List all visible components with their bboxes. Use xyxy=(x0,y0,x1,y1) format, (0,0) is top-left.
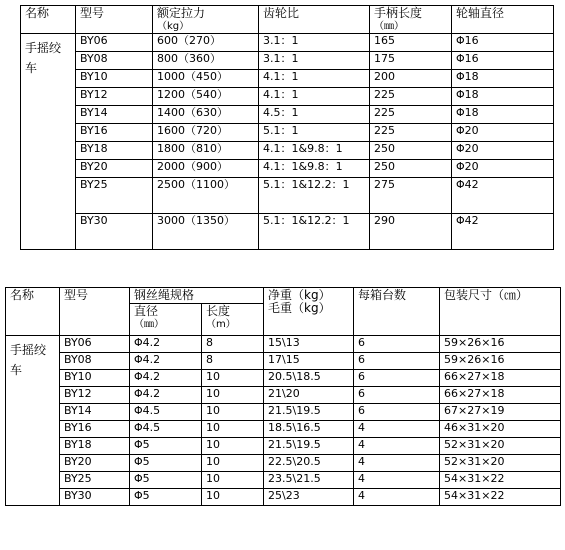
cell-package-size: 66×27×18 xyxy=(440,370,561,387)
cell-package-size: 59×26×16 xyxy=(440,353,561,370)
cell-per-box: 4 xyxy=(354,421,440,438)
cell-model: BY25 xyxy=(60,472,130,489)
cell-pull: 800（360） xyxy=(153,52,259,70)
cell-model: BY20 xyxy=(60,455,130,472)
header-per-box: 每箱台数 xyxy=(354,288,440,336)
cell-handle: 250 xyxy=(370,160,452,178)
header-rated-pull-label: 额定拉力 xyxy=(157,6,206,20)
cell-length: 10 xyxy=(202,472,264,489)
cell-model: BY10 xyxy=(76,70,153,88)
cell-model: BY06 xyxy=(60,336,130,353)
cell-ratio: 3.1：1 xyxy=(259,52,370,70)
cell-axle: Φ18 xyxy=(452,88,554,106)
cell-axle: Φ16 xyxy=(452,34,554,52)
header-rated-pull-unit: （kg） xyxy=(157,21,190,32)
cell-axle: Φ42 xyxy=(452,178,554,214)
cell-per-box: 4 xyxy=(354,489,440,506)
header-package-size: 包装尺寸（㎝） xyxy=(440,288,561,336)
header-diameter xyxy=(130,304,202,336)
cell-handle: 225 xyxy=(370,88,452,106)
cell-per-box: 6 xyxy=(354,353,440,370)
cell-diameter: Φ5 xyxy=(130,472,202,489)
header-model: 型号 xyxy=(60,288,130,336)
cell-model: BY25 xyxy=(76,178,153,214)
cell-diameter: Φ4.5 xyxy=(130,421,202,438)
cell-package-size: 52×31×20 xyxy=(440,455,561,472)
cell-handle: 250 xyxy=(370,142,452,160)
header-name: 名称 xyxy=(6,288,60,336)
cell-model: BY30 xyxy=(60,489,130,506)
cell-model: BY06 xyxy=(76,34,153,52)
cell-package-size: 66×27×18 xyxy=(440,387,561,404)
product-name-cell: 手摇绞车 xyxy=(21,34,76,250)
cell-weight: 20.5\18.5 xyxy=(264,370,354,387)
cell-ratio: 4.1：1 xyxy=(259,70,370,88)
cell-diameter: Φ4.5 xyxy=(130,404,202,421)
cell-handle: 175 xyxy=(370,52,452,70)
header-model: 型号 xyxy=(76,6,153,34)
cell-length: 10 xyxy=(202,421,264,438)
cell-model: BY10 xyxy=(60,370,130,387)
cell-weight: 22.5\20.5 xyxy=(264,455,354,472)
cell-model: BY16 xyxy=(60,421,130,438)
cell-ratio: 5.1：1 xyxy=(259,124,370,142)
cell-model: BY14 xyxy=(60,404,130,421)
header-net-weight: 净重（kg） xyxy=(268,288,331,302)
cell-axle: Φ20 xyxy=(452,160,554,178)
cell-pull: 1000（450） xyxy=(153,70,259,88)
cell-length: 10 xyxy=(202,438,264,455)
cell-model: BY12 xyxy=(60,387,130,404)
cell-per-box: 4 xyxy=(354,455,440,472)
cell-handle: 275 xyxy=(370,178,452,214)
cell-axle: Φ18 xyxy=(452,106,554,124)
cell-weight: 25\23 xyxy=(264,489,354,506)
cell-ratio: 3.1：1 xyxy=(259,34,370,52)
cell-handle: 200 xyxy=(370,70,452,88)
cell-weight: 23.5\21.5 xyxy=(264,472,354,489)
cell-diameter: Φ4.2 xyxy=(130,353,202,370)
cell-diameter: Φ4.2 xyxy=(130,387,202,404)
header-handle-length-label: 手柄长度 xyxy=(374,6,423,20)
cell-model: BY30 xyxy=(76,214,153,250)
cell-weight: 15\13 xyxy=(264,336,354,353)
header-length-label: 长度 xyxy=(206,304,231,318)
cell-model: BY14 xyxy=(76,106,153,124)
winch-packing-table xyxy=(5,287,561,506)
header-gross-weight: 毛重（kg） xyxy=(268,301,331,315)
cell-handle: 225 xyxy=(370,124,452,142)
cell-pull: 1800（810） xyxy=(153,142,259,160)
cell-package-size: 52×31×20 xyxy=(440,438,561,455)
cell-ratio: 4.1：1 xyxy=(259,88,370,106)
header-handle-length-unit: （㎜） xyxy=(374,21,404,32)
cell-ratio: 4.1：1&9.8：1 xyxy=(259,142,370,160)
cell-pull: 1400（630） xyxy=(153,106,259,124)
header-rope-spec: 钢丝绳规格 xyxy=(130,288,264,304)
cell-model: BY18 xyxy=(60,438,130,455)
cell-weight: 21.5\19.5 xyxy=(264,404,354,421)
cell-ratio: 4.1：1&9.8：1 xyxy=(259,160,370,178)
header-length xyxy=(202,304,264,336)
header-name: 名称 xyxy=(21,6,76,34)
cell-per-box: 4 xyxy=(354,438,440,455)
cell-per-box: 6 xyxy=(354,387,440,404)
header-length-unit: （m） xyxy=(206,319,236,330)
cell-weight: 21.5\19.5 xyxy=(264,438,354,455)
cell-model: BY18 xyxy=(76,142,153,160)
cell-ratio: 5.1：1&12.2：1 xyxy=(259,178,370,214)
cell-length: 10 xyxy=(202,370,264,387)
cell-pull: 1200（540） xyxy=(153,88,259,106)
cell-handle: 290 xyxy=(370,214,452,250)
cell-pull: 600（270） xyxy=(153,34,259,52)
cell-weight: 18.5\16.5 xyxy=(264,421,354,438)
cell-pull: 2500（1100） xyxy=(153,178,259,214)
header-axle-diameter: 轮轴直径 xyxy=(452,6,554,34)
cell-pull: 2000（900） xyxy=(153,160,259,178)
cell-axle: Φ18 xyxy=(452,70,554,88)
cell-per-box: 6 xyxy=(354,336,440,353)
cell-handle: 225 xyxy=(370,106,452,124)
cell-package-size: 54×31×22 xyxy=(440,472,561,489)
cell-diameter: Φ5 xyxy=(130,438,202,455)
cell-model: BY12 xyxy=(76,88,153,106)
cell-per-box: 6 xyxy=(354,370,440,387)
cell-ratio: 4.5：1 xyxy=(259,106,370,124)
cell-axle: Φ20 xyxy=(452,142,554,160)
cell-package-size: 67×27×19 xyxy=(440,404,561,421)
header-diameter-label: 直径 xyxy=(134,304,159,318)
cell-weight: 21\20 xyxy=(264,387,354,404)
cell-diameter: Φ5 xyxy=(130,455,202,472)
product-name-cell: 手摇绞车 xyxy=(6,336,60,506)
header-handle-length xyxy=(370,6,452,34)
cell-per-box: 6 xyxy=(354,404,440,421)
header-weight xyxy=(264,288,354,336)
winch-spec-table xyxy=(20,5,554,250)
cell-weight: 17\15 xyxy=(264,353,354,370)
cell-diameter: Φ4.2 xyxy=(130,370,202,387)
cell-axle: Φ16 xyxy=(452,52,554,70)
cell-diameter: Φ5 xyxy=(130,489,202,506)
cell-diameter: Φ4.2 xyxy=(130,336,202,353)
header-rated-pull xyxy=(153,6,259,34)
header-diameter-unit: （㎜） xyxy=(134,319,164,330)
cell-package-size: 59×26×16 xyxy=(440,336,561,353)
cell-per-box: 4 xyxy=(354,472,440,489)
cell-ratio: 5.1：1&12.2：1 xyxy=(259,214,370,250)
cell-model: BY20 xyxy=(76,160,153,178)
cell-model: BY08 xyxy=(60,353,130,370)
cell-model: BY16 xyxy=(76,124,153,142)
header-gear-ratio: 齿轮比 xyxy=(259,6,370,34)
cell-length: 10 xyxy=(202,455,264,472)
cell-length: 8 xyxy=(202,353,264,370)
cell-length: 10 xyxy=(202,387,264,404)
cell-package-size: 46×31×20 xyxy=(440,421,561,438)
cell-model: BY08 xyxy=(76,52,153,70)
cell-pull: 3000（1350） xyxy=(153,214,259,250)
cell-pull: 1600（720） xyxy=(153,124,259,142)
cell-handle: 165 xyxy=(370,34,452,52)
cell-axle: Φ20 xyxy=(452,124,554,142)
cell-axle: Φ42 xyxy=(452,214,554,250)
cell-package-size: 54×31×22 xyxy=(440,489,561,506)
cell-length: 8 xyxy=(202,336,264,353)
cell-length: 10 xyxy=(202,404,264,421)
cell-length: 10 xyxy=(202,489,264,506)
